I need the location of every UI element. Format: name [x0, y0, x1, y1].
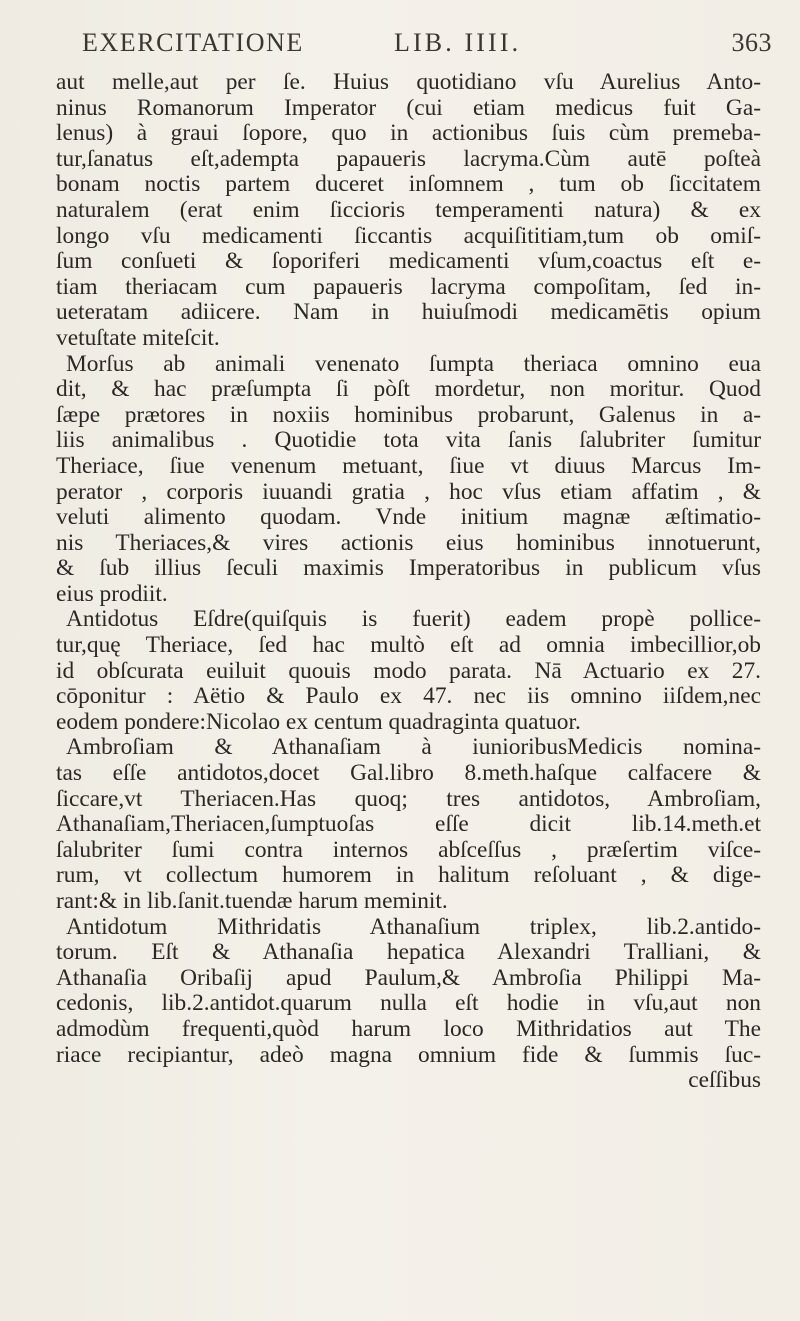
text-line: eodem pondere:Nicolao ex centum quadraginta quatuor.	[56, 708, 581, 735]
text-line: naturalem (erat enim ſiccioris temperamenti natura) & ex	[56, 196, 761, 223]
text-line: rant:& in lib.ſanit.tuendæ harum meminit.	[56, 888, 448, 914]
text-line: ceſſibus	[688, 1067, 761, 1094]
running-head	[82, 28, 772, 68]
text-line: ſæpe prætores in noxiis hominibus probarunt, Galenus in a-	[56, 401, 761, 428]
text-line: ſalubriter ſumi contra internos abſceſſus , præſertim viſce-	[56, 836, 761, 863]
text-line: id obſcurata euiluit quouis modo parata. Nā Actuario ex 27.	[56, 657, 761, 684]
text-line: rum, vt collectum humorem in halitum reſoluant , & dige-	[56, 862, 761, 889]
text-line: vetuſtate miteſcit.	[56, 324, 220, 351]
text-line: tur,ſanatus eſt,adempta papaueris lacryma.Cùm autē poſteà	[56, 145, 761, 172]
text-line: aut melle,aut per ſe. Huius quotidiano vſu Aurelius Anto-	[56, 69, 761, 95]
text-line: tur,quę Theriace, ſed hac multò eſt ad omnia imbecillior,ob	[56, 632, 761, 659]
text-line: Theriace, ſiue venenum metuant, ſiue vt diuus Marcus Im-	[56, 452, 761, 479]
text-line: torum. Eſt & Athanaſia hepatica Alexandri Tralliani, &	[56, 939, 761, 966]
text-line: dit, & hac præſumpta ſi pòſt mordetur, non moritur. Quod	[56, 376, 761, 403]
text-line: & ſub illius ſeculi maximis Imperatoribus in publicum vſus	[56, 555, 761, 582]
text-line: tas eſſe antidotos,docet Gal.libro 8.meth.haſque calfacere &	[56, 760, 761, 787]
text-line: longo vſu medicamenti ſiccantis acquiſititiam,tum ob omiſ-	[56, 222, 761, 249]
text-line: Ambroſiam & Athanaſiam à iunioribusMedicis nomina-	[66, 734, 761, 761]
text-line: Athanaſiam,Theriacen,ſumptuoſas eſſe dicit lib.14.meth.et	[56, 811, 761, 838]
text-line: Morſus ab animali venenato ſumpta theriaca omnino eua	[66, 350, 761, 377]
text-line: Antidotum Mithridatis Athanaſium triplex, lib.2.antido-	[66, 913, 761, 940]
body-text	[56, 70, 761, 1094]
text-line: tiam theriacam cum papaueris lacryma compoſitam, ſed in-	[56, 273, 761, 300]
text-line: riace recipiantur, adeò magna omnium fide & ſummis ſuc-	[56, 1041, 761, 1068]
text-line: ueteratam adiicere. Nam in huiuſmodi medicamētis opium	[56, 299, 761, 326]
running-head-book: LIB. IIII.	[394, 28, 522, 57]
text-line: ninus Romanorum Imperator (cui etiam medicus fuit Ga-	[56, 94, 761, 121]
page-number: 363	[731, 28, 772, 57]
running-head-title: EXERCITATIONE	[82, 28, 304, 57]
text-line: lenus) à graui ſopore, quo in actionibus ſuis cùm premeba-	[56, 120, 761, 147]
text-line: eius prodiit.	[56, 580, 168, 607]
text-line: ſiccare,vt Theriacen.Has quoq; tres antidotos, Ambroſiam,	[56, 785, 761, 812]
text-line: cōponitur : Aëtio & Paulo ex 47. nec iis omnino iiſdem,nec	[56, 683, 761, 710]
text-line: Antidotus Eſdre(quiſquis is fuerit) eadem propè pollice-	[66, 606, 761, 633]
text-line: veluti alimento quodam. Vnde initium magnæ æſtimatio-	[56, 504, 761, 531]
text-line: nis Theriaces,& vires actionis eius hominibus innotuerunt,	[56, 529, 761, 556]
text-line: admodùm frequenti,quòd harum loco Mithridatios aut The	[56, 1015, 761, 1042]
text-line: perator , corporis iuuandi gratia , hoc vſus etiam affatim , &	[56, 478, 761, 505]
text-line: ſum conſueti & ſoporiferi medicamenti vſum,coactus eſt e-	[56, 248, 761, 275]
text-line: Athanaſia Oribaſij apud Paulum,& Ambroſia Philippi Ma-	[56, 964, 761, 991]
text-line: cedonis, lib.2.antidot.quarum nulla eſt hodie in vſu,aut non	[56, 990, 761, 1017]
text-line: liis animalibus . Quotidie tota vita ſanis ſalubriter ſumitur	[56, 427, 761, 454]
text-line: bonam noctis partem duceret inſomnem , tum ob ſiccitatem	[56, 171, 761, 198]
